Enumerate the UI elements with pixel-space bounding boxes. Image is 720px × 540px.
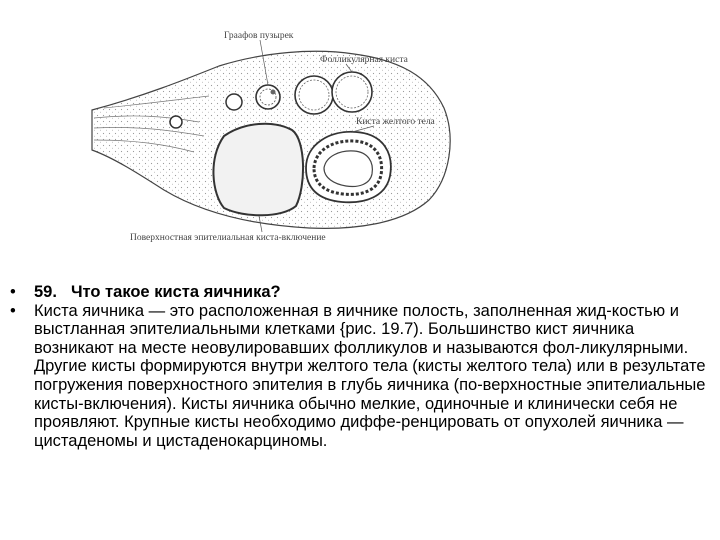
question-item: [10, 283, 710, 302]
label-follicular-cyst: Фолликулярная киста: [320, 55, 408, 65]
bullet-marker: •: [10, 283, 16, 301]
ovary-drawing: [84, 18, 472, 254]
question-text: Что такое киста яичника?: [70, 283, 281, 301]
small-follicle: [170, 116, 182, 128]
answer-item: [10, 302, 710, 451]
follicular-cyst: [332, 72, 372, 112]
label-corpus-luteum-cyst: Киста желтого тела: [356, 117, 435, 127]
question-heading: [34, 283, 281, 301]
ovary-illustration: [84, 18, 472, 254]
follicular-cyst: [295, 76, 333, 114]
label-surface-inclusion: Поверхностная эпителиальная киста-включение: [130, 233, 326, 243]
text-content: [10, 283, 710, 450]
surface-inclusion-cyst: [213, 124, 303, 216]
small-follicle: [226, 94, 242, 110]
label-graafian-follicle: Граафов пузырек: [224, 31, 294, 41]
bullet-marker: •: [10, 301, 16, 320]
question-number: 59.: [34, 283, 57, 301]
answer-text: Киста яичника — это расположенная в яичнике полость, заполненная жид-костью и выстланная эпителиальными клетками {рис. 19.7). Большинство кист яичника возникают на месте неовулировавших фолликулов и называются фол-ликулярными. Другие кисты формируются внутри желтого тела (кисты желтого тела) или в результате погружения поверхностного эпителия в глубь яичника (по-верхностные эпителиальные кисты-включения). Кисты яичника обычно мелкие, одиночные и клинически себя не проявляют. Крупные кисты необходимо диффе-ренцировать от опухолей яичника — цистаденомы и цистаденокарциномы.: [34, 301, 706, 450]
